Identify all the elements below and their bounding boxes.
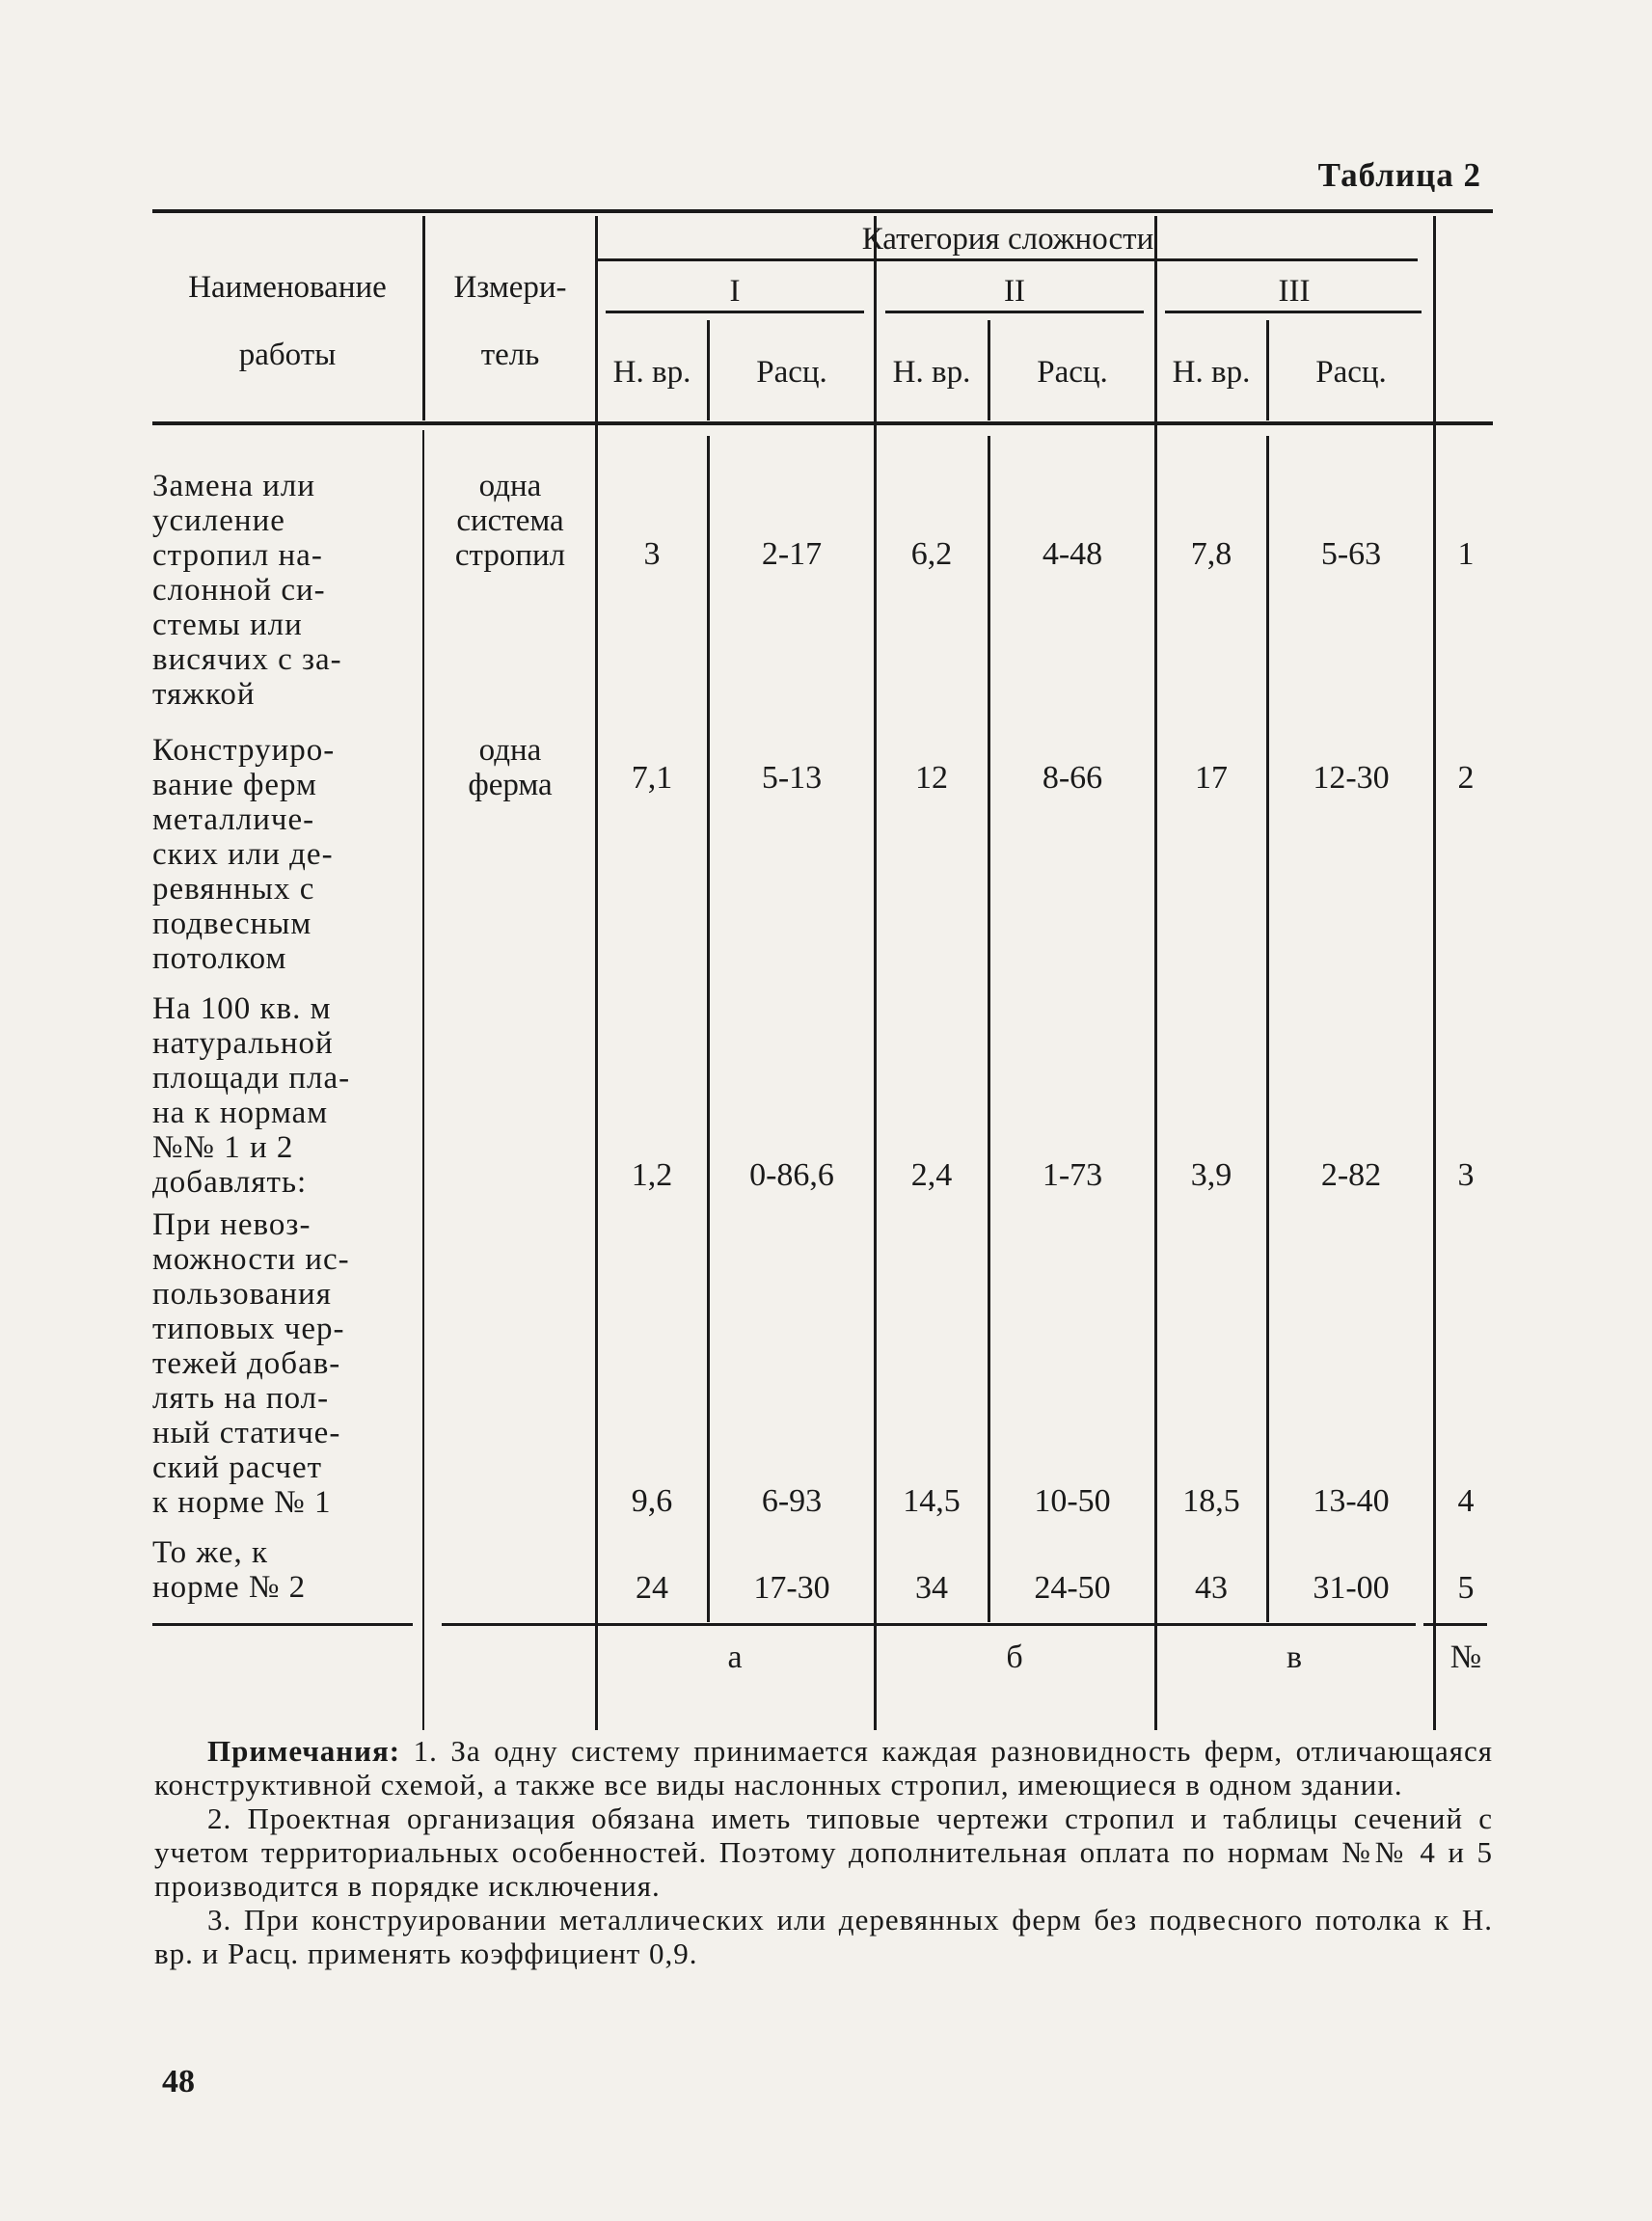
header-work-line2: работы (238, 338, 337, 372)
row-1-value-3: 6,2 (910, 536, 953, 572)
complexity-underline (596, 258, 1418, 261)
col-line-3a (1266, 320, 1269, 420)
page-number: 48 (162, 2064, 195, 2099)
row-5-work: То же, к норме № 2 (152, 1535, 307, 1605)
body-line-3a (1266, 436, 1269, 1622)
notes-block (154, 1734, 1493, 1970)
col-line-2a (988, 320, 990, 420)
row-1-value-5: 7,8 (1190, 536, 1232, 572)
header-category-3: III (1278, 274, 1311, 309)
header-bottom-rule (152, 421, 1493, 425)
row-5-value-3: 34 (915, 1570, 948, 1606)
header-sub-3: Н. вр. (892, 355, 971, 390)
body-line-1a (707, 436, 710, 1622)
row-1-value-1: 3 (643, 536, 661, 572)
note-3: 3. При конструировании металлических или деревянных ферм без подвесного потолка к Н. вр. и Расц. применять коэффициент 0,9. (154, 1903, 1493, 1970)
row-4-num: 4 (1457, 1483, 1475, 1519)
footer-label-b: б (1006, 1639, 1023, 1675)
row-5-value-4: 24-50 (1034, 1570, 1111, 1606)
row-1-work: Замена или усиление стропил на- слонной си- стемы или висячих с за- тяжкой (152, 469, 342, 712)
row-5-num: 5 (1457, 1570, 1475, 1606)
body-line-2a (988, 436, 990, 1622)
header-sub-5: Н. вр. (1172, 355, 1251, 390)
row-3-value-2: 0-86,6 (749, 1157, 834, 1193)
row-4-value-2: 6-93 (761, 1483, 823, 1519)
header-unit-line2: тель (480, 338, 540, 372)
header-complexity: Категория сложности (861, 222, 1154, 257)
row-2-value-3: 12 (915, 760, 948, 796)
notes-lead: Примечания: (207, 1734, 401, 1768)
header-category-1: I (729, 274, 741, 309)
row-3-value-4: 1-73 (1042, 1157, 1103, 1193)
row-5-value-2: 17-30 (753, 1570, 830, 1606)
row-2-value-2: 5-13 (761, 760, 823, 796)
row-2-unit: одна ферма (468, 733, 553, 802)
cat-underline-3 (1165, 311, 1422, 313)
row-4-work: При невоз- можности ис- пользования типовых чер- тежей добав- лять на пол- ный статиче- ский расчет к норме № 1 (152, 1207, 350, 1520)
col-line-1b (874, 216, 877, 1730)
row-1-value-2: 2-17 (761, 536, 823, 572)
col-line-work (422, 216, 425, 420)
row-3-value-1: 1,2 (631, 1157, 673, 1193)
row-4-value-6: 13-40 (1313, 1483, 1390, 1519)
note-2: 2. Проектная организация обязана иметь типовые чертежи стропил и таблицы сечений с учетом территориальных особенностей. Поэтому дополнительная оплата по нормам №№ 4 и 5 производится в порядке исключения. (154, 1801, 1493, 1903)
row-5-value-6: 31-00 (1313, 1570, 1390, 1606)
header-sub-4: Расц. (1037, 355, 1108, 390)
row-2-value-5: 17 (1195, 760, 1228, 796)
header-category-2: II (1004, 274, 1025, 309)
row-2-value-6: 12-30 (1313, 760, 1390, 796)
body-line-work (422, 430, 424, 1730)
row-3-value-3: 2,4 (910, 1157, 953, 1193)
col-line-1a (707, 320, 710, 420)
row-5-value-1: 24 (636, 1570, 668, 1606)
row-4-value-3: 14,5 (903, 1483, 961, 1519)
note-1 (154, 1734, 1493, 1801)
footer-label-a: а (727, 1639, 743, 1675)
row-3-value-5: 3,9 (1190, 1157, 1232, 1193)
header-sub-2: Расц. (756, 355, 827, 390)
footer-label-v: в (1286, 1639, 1303, 1675)
note-1-text: 1. За одну систему принимается каждая разновидность ферм, отличающаяся конструктивной схемой, а также все виды наслонных стропил, имеющиеся в одном здании. (154, 1734, 1493, 1801)
row-3-work: На 100 кв. м натуральной площади пла- на к нормам №№ 1 и 2 добавлять: (152, 991, 351, 1200)
header-sub-6: Расц. (1315, 355, 1387, 390)
row-1-num: 1 (1457, 536, 1475, 572)
row-3-num: 3 (1457, 1157, 1475, 1193)
header-work-line1: Наименование (188, 270, 387, 305)
row-4-value-5: 18,5 (1182, 1483, 1240, 1519)
row-4-value-1: 9,6 (631, 1483, 673, 1519)
row-2-value-4: 8-66 (1042, 760, 1103, 796)
row-2-work: Конструиро- вание ферм металличе- ских или де- ревянных с подвесным потолком (152, 733, 336, 976)
row-1-value-4: 4-48 (1042, 536, 1103, 572)
row-1-value-6: 5-63 (1320, 536, 1382, 572)
row-5-value-5: 43 (1195, 1570, 1228, 1606)
row-2-num: 2 (1457, 760, 1475, 796)
col-line-3b (1433, 216, 1436, 1730)
cat-underline-2 (885, 311, 1144, 313)
row-4-value-4: 10-50 (1034, 1483, 1111, 1519)
row-3-value-6: 2-82 (1320, 1157, 1382, 1193)
cat-underline-1 (606, 311, 864, 313)
table-top-rule (152, 209, 1493, 213)
footer-label-num: № (1449, 1639, 1482, 1675)
table-title: Таблица 2 (1317, 156, 1481, 194)
row-2-value-1: 7,1 (631, 760, 673, 796)
row-1-unit: одна система стропил (454, 469, 566, 573)
body-bottom-rule-left (152, 1623, 413, 1626)
header-sub-1: Н. вр. (612, 355, 691, 390)
body-bottom-rule-mid (442, 1623, 1416, 1626)
header-unit-line1: Измери- (453, 270, 567, 305)
